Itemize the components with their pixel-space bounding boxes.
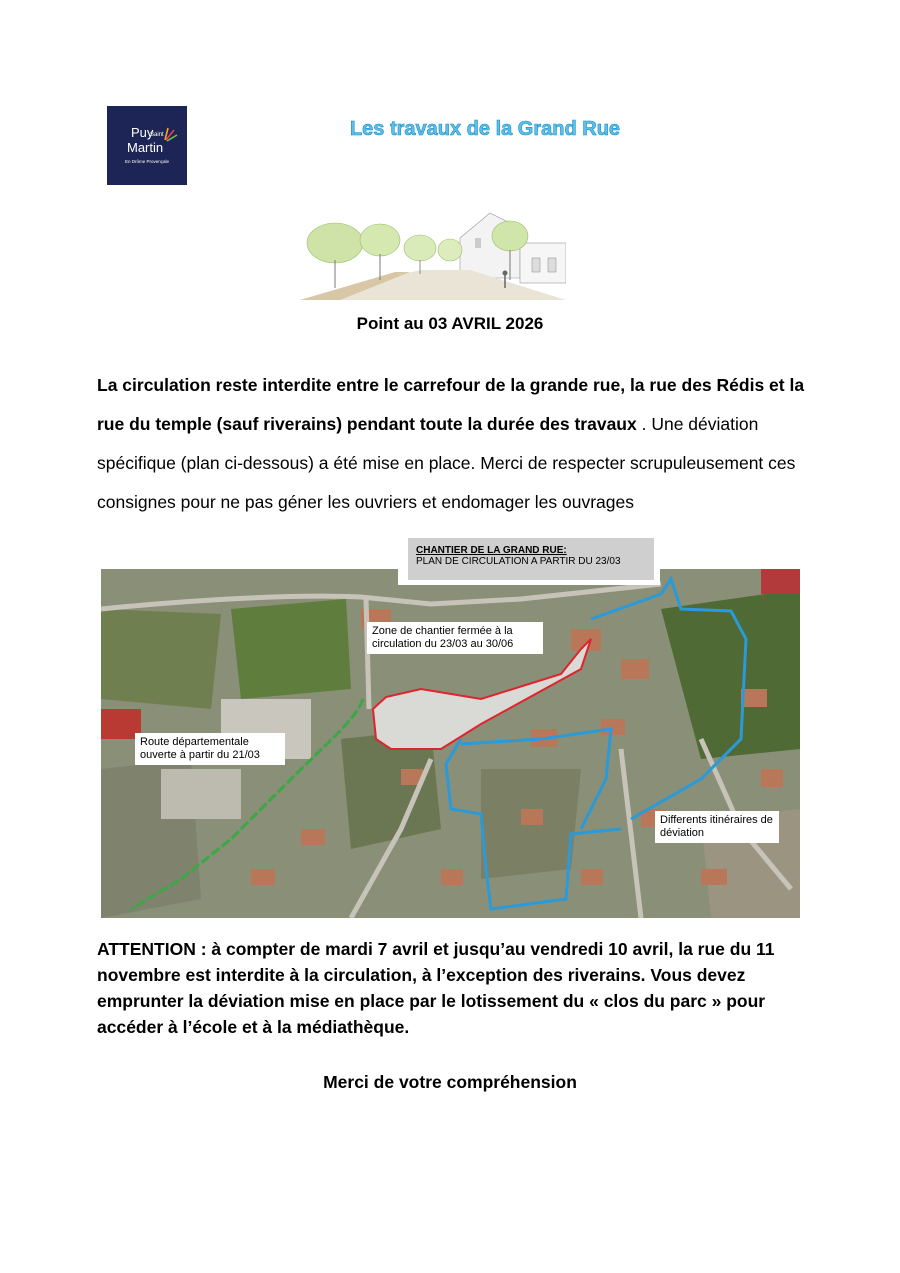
map-header — [398, 535, 660, 585]
map-header-subtitle: PLAN DE CIRCULATION A PARTIR DU 23/03 — [416, 556, 621, 567]
logo-text-martin: Martin — [127, 140, 164, 155]
update-date: Point au 03 AVRIL 2026 — [356, 314, 544, 333]
circulation-paragraph — [97, 366, 817, 522]
logo-text-puy: Puy — [131, 125, 154, 140]
attention-notice: ATTENTION : à compter de mardi 7 avril et jusqu’au vendredi 10 avril, la rue du 11 novembre est interdite à la circulation, à l’exception des riverains. Vous devez emprunter la déviation mise en place par le lotissement du « clos du parc » pour accéder à l’école et à la médiathèque. — [97, 939, 775, 1037]
page-title: Les travaux de la Grand Rue — [349, 118, 621, 140]
logo-text-saint: Saint — [150, 132, 164, 138]
thanks-text: Merci de votre compréhension — [323, 1072, 577, 1092]
circulation-normal-text: . Une déviation spécifique (plan ci-dessous) a été mise en place. Merci de respecter scrupuleusement ces consignes pour ne pas géner les ouvriers et endomager les ouvrages — [97, 414, 796, 512]
map-label-route: Route départementale ouverte à partir du 21/03 — [135, 733, 285, 765]
map-header-title: CHANTIER DE LA GRAND RUE: — [416, 545, 567, 556]
map-label-zone: Zone de chantier fermée à la circulation du 23/03 au 30/06 — [367, 622, 543, 654]
circulation-bold-text: La circulation reste interdite entre le carrefour de la grande rue, la rue des Rédis et la rue du temple (sauf riverains) pendant toute la durée des travaux — [97, 375, 805, 434]
municipality-logo — [107, 106, 187, 185]
logo-tagline: En Drôme Provençale — [124, 159, 170, 164]
map-label-deviation: Differents itinéraires de déviation — [655, 811, 779, 843]
logo-sparkle-icon — [163, 126, 179, 142]
street-sketch-image — [300, 208, 566, 300]
